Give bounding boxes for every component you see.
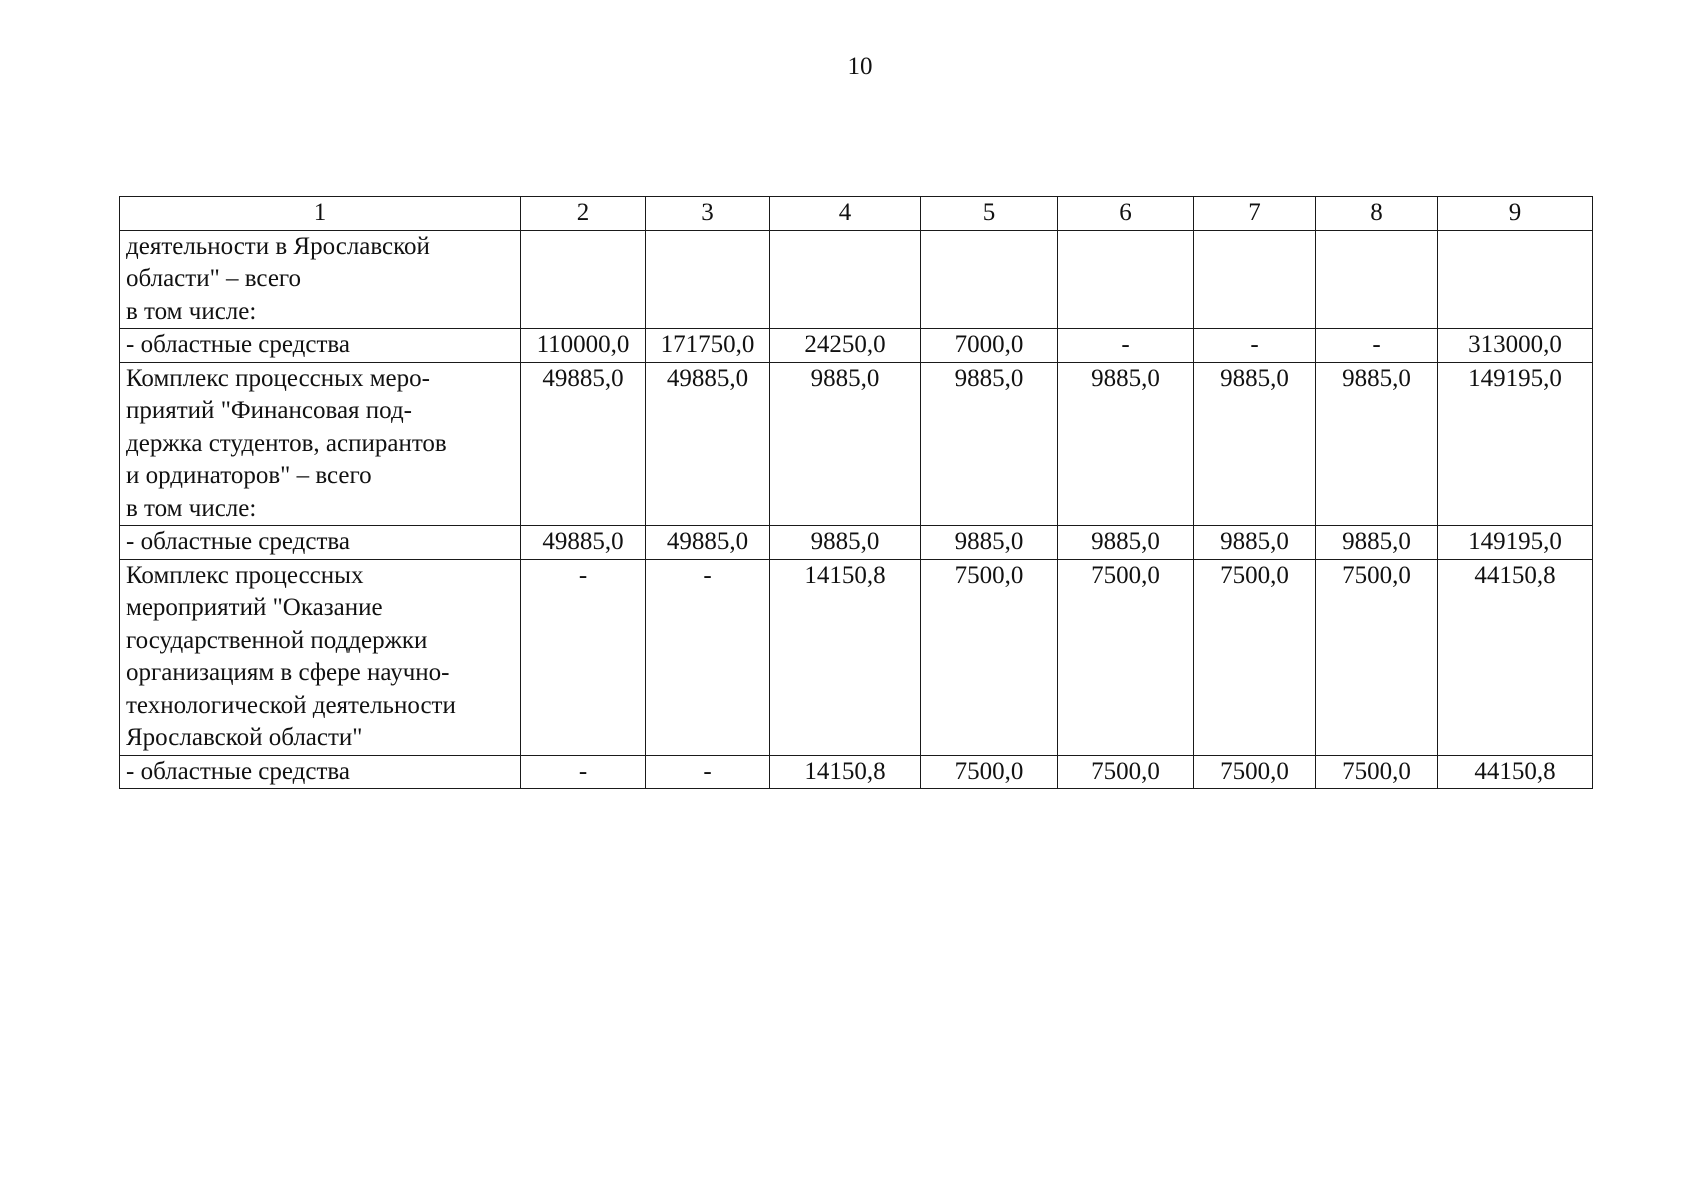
table-cell: 7500,0 — [921, 755, 1058, 789]
table-cell — [1194, 230, 1316, 329]
table-cell: - — [646, 755, 770, 789]
table-row — [120, 755, 1593, 789]
column-header: 7 — [1194, 197, 1316, 231]
table-cell: 171750,0 — [646, 329, 770, 363]
table-cell: 14150,8 — [770, 559, 921, 755]
table-cell: - — [521, 559, 646, 755]
table-cell: 313000,0 — [1438, 329, 1593, 363]
column-header: 3 — [646, 197, 770, 231]
column-header: 8 — [1316, 197, 1438, 231]
column-header: 6 — [1058, 197, 1194, 231]
table-cell: 9885,0 — [1194, 526, 1316, 560]
table-cell: 49885,0 — [521, 526, 646, 560]
table-cell — [521, 230, 646, 329]
table-cell — [1058, 230, 1194, 329]
table-cell: 7500,0 — [1316, 755, 1438, 789]
table-row — [120, 329, 1593, 363]
table-cell: - — [521, 755, 646, 789]
table-cell: 9885,0 — [1316, 362, 1438, 526]
table-cell: 49885,0 — [646, 362, 770, 526]
table-cell: 9885,0 — [1316, 526, 1438, 560]
table-cell: 149195,0 — [1438, 362, 1593, 526]
table-row — [120, 559, 1593, 755]
table-cell: 110000,0 — [521, 329, 646, 363]
table-cell: 7000,0 — [921, 329, 1058, 363]
column-header: 9 — [1438, 197, 1593, 231]
table-cell — [1438, 230, 1593, 329]
table-cell: - — [646, 559, 770, 755]
table-cell: 7500,0 — [1058, 559, 1194, 755]
table-cell: - — [1058, 329, 1194, 363]
table-cell: 24250,0 — [770, 329, 921, 363]
table-cell: 49885,0 — [646, 526, 770, 560]
column-header: 4 — [770, 197, 921, 231]
table-cell — [770, 230, 921, 329]
table-cell: 14150,8 — [770, 755, 921, 789]
table-cell: 9885,0 — [921, 526, 1058, 560]
page-number: 10 — [847, 53, 873, 80]
table-cell: 9885,0 — [770, 362, 921, 526]
table-row — [120, 526, 1593, 560]
table-row — [120, 362, 1593, 526]
table-cell: - — [1316, 329, 1438, 363]
table-cell: 44150,8 — [1438, 755, 1593, 789]
row-label: деятельности в Ярославской области" – всего в том числе: — [120, 230, 521, 329]
budget-table — [119, 196, 1593, 789]
table-cell — [646, 230, 770, 329]
table-cell: 7500,0 — [921, 559, 1058, 755]
row-label: - областные средства — [120, 755, 521, 789]
row-label: Комплекс процессных меро- приятий "Финансовая под- держка студентов, аспирантов и ординаторов" – всего в том числе: — [120, 362, 521, 526]
table-cell: 9885,0 — [770, 526, 921, 560]
table-cell — [921, 230, 1058, 329]
table-cell: 7500,0 — [1316, 559, 1438, 755]
table-header-row — [120, 197, 1593, 231]
table-cell: 149195,0 — [1438, 526, 1593, 560]
row-label: - областные средства — [120, 526, 521, 560]
table-cell: 7500,0 — [1194, 559, 1316, 755]
table-cell — [1316, 230, 1438, 329]
table-cell: 49885,0 — [521, 362, 646, 526]
column-header: 1 — [120, 197, 521, 231]
table-cell: 7500,0 — [1194, 755, 1316, 789]
table-cell: 9885,0 — [1058, 526, 1194, 560]
table-cell: - — [1194, 329, 1316, 363]
column-header: 5 — [921, 197, 1058, 231]
column-header: 2 — [521, 197, 646, 231]
table-cell: 9885,0 — [1194, 362, 1316, 526]
table-row — [120, 230, 1593, 329]
table-cell: 9885,0 — [921, 362, 1058, 526]
table-cell: 9885,0 — [1058, 362, 1194, 526]
row-label: - областные средства — [120, 329, 521, 363]
table-cell: 44150,8 — [1438, 559, 1593, 755]
table-cell: 7500,0 — [1058, 755, 1194, 789]
row-label: Комплекс процессных мероприятий "Оказание государственной поддержки организациям в сфере научно- технологической деятельности Ярославской области" — [120, 559, 521, 755]
